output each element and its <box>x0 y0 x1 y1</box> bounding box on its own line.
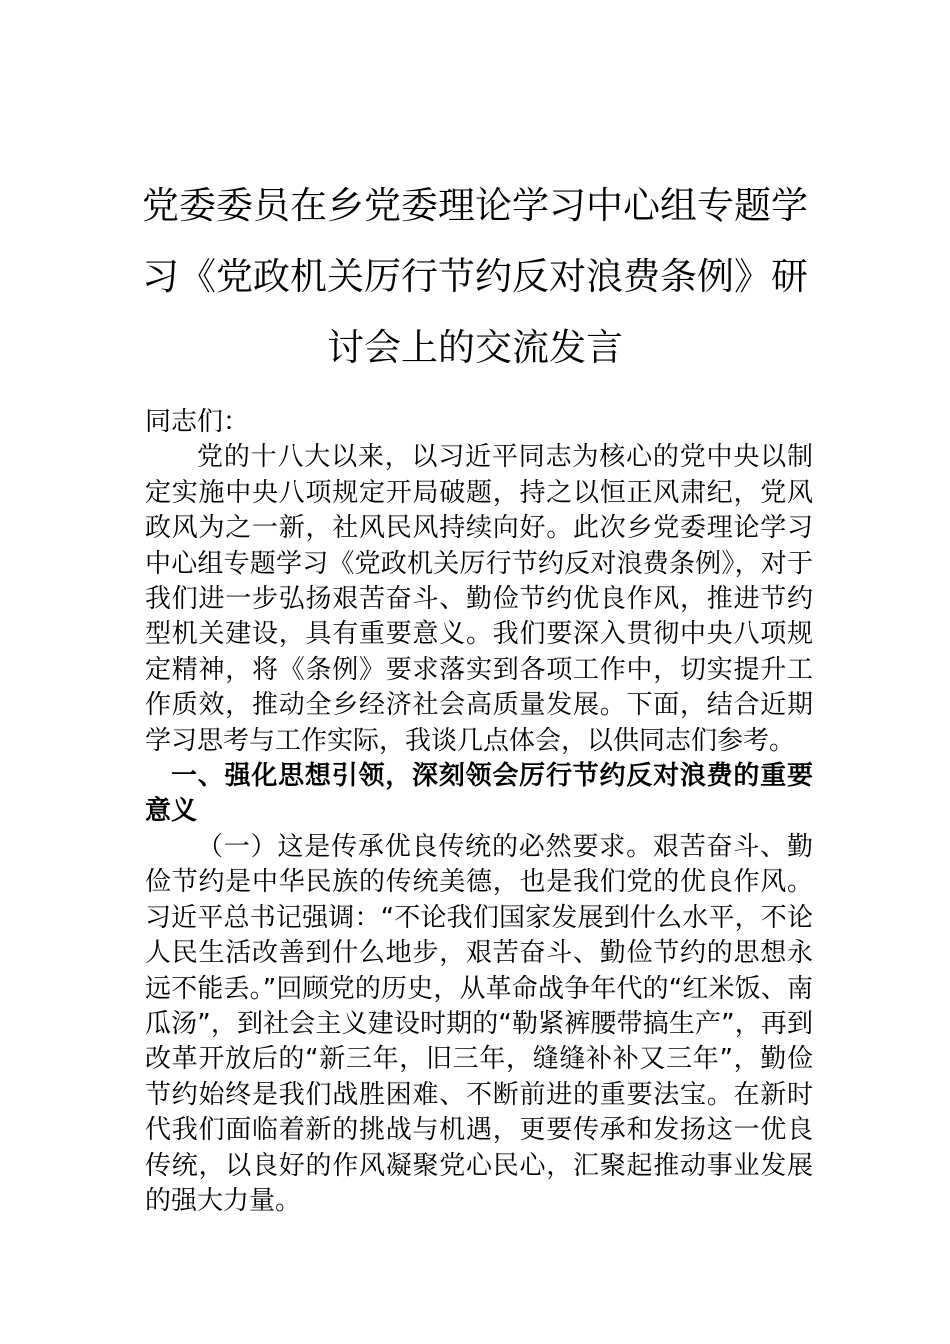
document-title <box>140 170 810 383</box>
title-line-2: 习《党政机关厉行节约反对浪费条例》研 <box>142 255 808 298</box>
section-1-heading: 一、强化思想引领，深刻领会厉行节约反对浪费的重要意义 <box>145 761 813 827</box>
document-body <box>145 405 813 1219</box>
section-1-paragraph-1: （一）这是传承优良传统的必然要求。艰苦奋斗、勤俭节约是中华民族的传统美德，也是我们党的优良作风。习近平总书记强调：“不论我们国家发展到什么水平，不论人民生活改善到什么地步，艰苦奋斗、勤俭节约的思想永远不能丢。”回顾党的历史，从革命战争年代的“红米饭、南瓜汤”，到社会主义建设时期的“勒紧裤腰带搞生产”，再到改革开放后的“新三年，旧三年，缝缝补补又三年”，勤俭节约始终是我们战胜困难、不断前进的重要法宝。在新时代我们面临着新的挑战与机遇，更要传承和发扬这一优良传统，以良好的作风凝聚党心民心，汇聚起推动事业发展的强大力量。 <box>145 831 813 1216</box>
salutation: 同志们： <box>145 407 250 437</box>
title-line-3: 讨会上的交流发言 <box>327 326 623 369</box>
intro-paragraph: 党的十八大以来，以习近平同志为核心的党中央以制定实施中央八项规定开局破题，持之以恒正风肃纪，党风政风为之一新，社风民风持续向好。此次乡党委理论学习中心组专题学习《党政机关厉行节约反对浪费条例》，对于我们进一步弘扬艰苦奋斗、勤俭节约优良作风，推进节约型机关建设，具有重要意义。我们要深入贯彻中央八项规定精神，将《条例》要求落实到各项工作中，切实提升工作质效，推动全乡经济社会高质量发展。下面，结合近期学习思考与工作实际，我谈几点体会，以供同志们参考。 <box>145 442 813 756</box>
title-line-1: 党委委员在乡党委理论学习中心组专题学 <box>142 184 808 227</box>
